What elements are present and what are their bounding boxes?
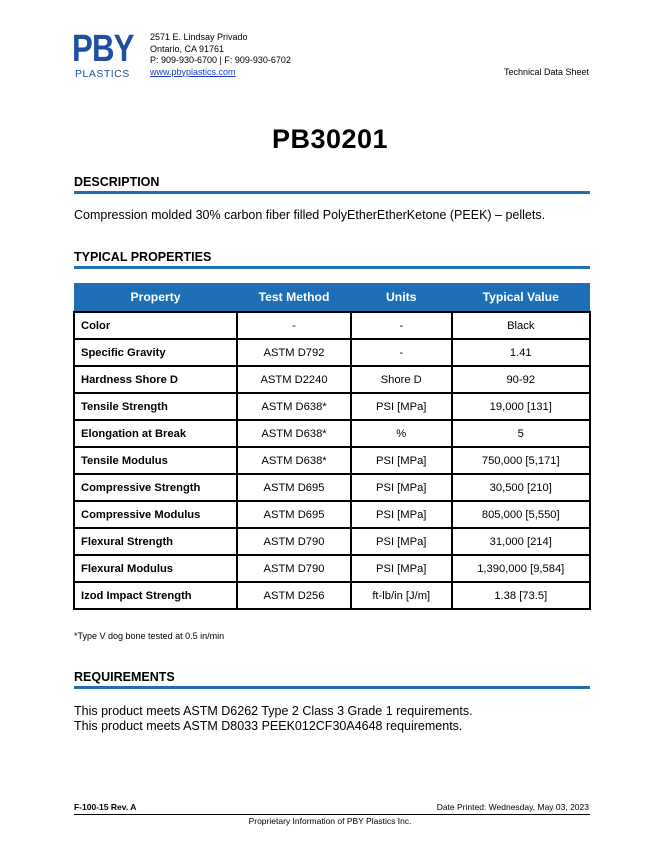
cell-property: Specific Gravity [74,339,237,366]
cell-units: - [351,312,452,339]
table-row [74,420,590,447]
address-line-1: 2571 E. Lindsay Privado [150,32,248,42]
cell-typical-value: 19,000 [131] [452,393,591,420]
cell-typical-value: 5 [452,420,591,447]
column-header-typical-value: Typical Value [452,283,591,312]
cell-property: Hardness Shore D [74,366,237,393]
cell-property: Tensile Modulus [74,447,237,474]
cell-test-method: ASTM D256 [237,582,351,609]
table-row [74,366,590,393]
cell-units: ft-lb/in [J/m] [351,582,452,609]
requirements-text [74,704,473,734]
table-row [74,339,590,366]
cell-test-method: ASTM D638* [237,420,351,447]
table-row [74,555,590,582]
description-heading: DESCRIPTION [74,175,590,194]
cell-property: Flexural Modulus [74,555,237,582]
table-row [74,393,590,420]
form-code: F-100-15 Rev. A [74,802,137,812]
cell-property: Tensile Strength [74,393,237,420]
cell-test-method: ASTM D695 [237,501,351,528]
cell-test-method: - [237,312,351,339]
column-header-test-method: Test Method [237,283,351,312]
website-link[interactable]: www.pbyplastics.com [150,66,236,77]
cell-units: PSI [MPa] [351,501,452,528]
footer-divider [74,814,590,815]
cell-typical-value: 30,500 [210] [452,474,591,501]
cell-property: Compressive Strength [74,474,237,501]
typical-properties-heading: TYPICAL PROPERTIES [74,250,590,269]
company-logo [72,30,142,82]
company-address [150,32,291,78]
cell-units: - [351,339,452,366]
proprietary-notice: Proprietary Information of PBY Plastics Inc. [248,816,412,826]
cell-property: Compressive Modulus [74,501,237,528]
date-printed: Date Printed: Wednesday, May 03, 2023 [436,802,589,812]
address-line-2: Ontario, CA 91761 [150,43,225,54]
table-row [74,312,590,339]
cell-typical-value: 90-92 [452,366,591,393]
cell-typical-value: 1.38 [73.5] [452,582,591,609]
cell-units: PSI [MPa] [351,528,452,555]
cell-typical-value: 1,390,000 [9,584] [452,555,591,582]
properties-table [73,283,591,610]
table-row [74,582,590,609]
cell-test-method: ASTM D638* [237,447,351,474]
cell-property: Flexural Strength [74,528,237,555]
cell-test-method: ASTM D695 [237,474,351,501]
cell-test-method: ASTM D790 [237,555,351,582]
cell-units: PSI [MPa] [351,447,452,474]
logo-subtext: PLASTICS [75,68,130,80]
product-code-title: PB30201 [271,124,389,154]
table-footnote: *Type V dog bone tested at 0.5 in/min [74,631,225,641]
table-row [74,447,590,474]
column-header-property: Property [74,283,237,312]
cell-test-method: ASTM D2240 [237,366,351,393]
cell-test-method: ASTM D790 [237,528,351,555]
requirement-line-1: This product meets ASTM D6262 Type 2 Class 3 Grade 1 requirements. [74,704,473,718]
phone-fax: P: 909-930-6700 | F: 909-930-6702 [150,55,291,65]
cell-units: PSI [MPa] [351,474,452,501]
description-text: Compression molded 30% carbon fiber filled PolyEtherEtherKetone (PEEK) – pellets. [74,208,546,222]
requirement-line-2: This product meets ASTM D8033 PEEK012CF30A4648 requirements. [74,719,463,733]
table-row [74,501,590,528]
cell-units: Shore D [351,366,452,393]
cell-typical-value: Black [452,312,591,339]
cell-property: Color [74,312,237,339]
cell-typical-value: 805,000 [5,550] [452,501,591,528]
requirements-heading: REQUIREMENTS [74,670,590,689]
cell-units: % [351,420,452,447]
cell-test-method: ASTM D792 [237,339,351,366]
cell-units: PSI [MPa] [351,555,452,582]
cell-property: Elongation at Break [74,420,237,447]
cell-typical-value: 1.41 [452,339,591,366]
cell-units: PSI [MPa] [351,393,452,420]
table-row [74,474,590,501]
cell-property: Izod Impact Strength [74,582,237,609]
logo-wordmark: PBY [72,28,134,70]
cell-test-method: ASTM D638* [237,393,351,420]
table-header-row [74,283,590,312]
document-type: Technical Data Sheet [503,67,589,77]
cell-typical-value: 31,000 [214] [452,528,591,555]
table-row [74,528,590,555]
column-header-units: Units [351,283,452,312]
cell-typical-value: 750,000 [5,171] [452,447,591,474]
